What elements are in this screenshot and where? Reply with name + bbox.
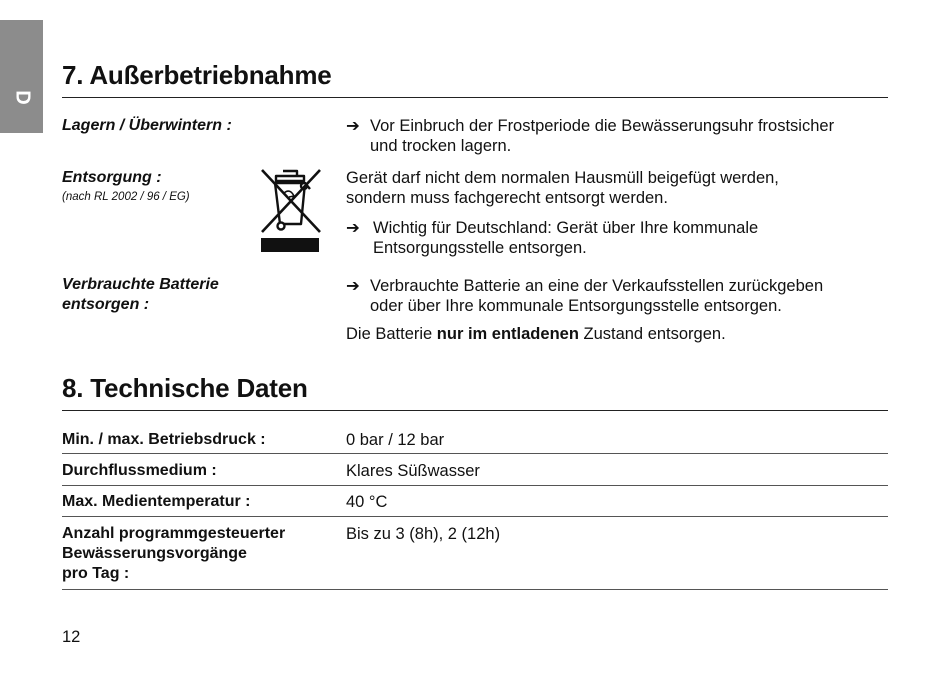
arrow-right-icon: ➔ [346,117,360,135]
battery-label-line1: Verbrauchte Batterie [62,276,219,293]
battery-note [346,324,726,344]
spec-label-watering-line2: Bewässerungsvorgänge [62,545,247,562]
spec-label-temperature: Max. Medientemperatur : [62,493,251,510]
disposal-directive-note: (nach RL 2002 / 96 / EG) [62,191,190,203]
table-divider [62,485,888,486]
table-divider [62,516,888,517]
spec-value-medium: Klares Süßwasser [346,462,480,480]
spec-value-temperature: 40 °C [346,493,388,511]
battery-text-line2: oder über Ihre kommunale Entsorgungsstelle entsorgen. [370,297,782,315]
section-7-title: 7. Außerbetriebnahme [62,60,332,90]
battery-note-emphasis: nur im entladenen [436,325,579,343]
section-7-rule [62,97,888,98]
disposal-text-line2: sondern muss fachgerecht entsorgt werden. [346,189,668,207]
language-tab-letter: D [11,90,34,105]
disposal-text [346,168,779,208]
spec-label-pressure: Min. / max. Betriebsdruck : [62,431,266,448]
storage-label: Lagern / Überwintern : [62,117,232,134]
battery-text-line1: Verbrauchte Batterie an eine der Verkaufsstellen zurückgeben [370,277,824,295]
germany-instruction [346,218,758,258]
germany-text-line2: Entsorgungsstelle entsorgen. [373,239,587,257]
page-number: 12 [62,628,81,646]
battery-note-suffix: Zustand entsorgen. [578,325,726,343]
spec-label-medium: Durchflussmedium : [62,462,217,479]
storage-instruction [346,116,834,156]
germany-text-line1: Wichtig für Deutschland: Gerät über Ihre kommunale [373,219,759,237]
disposal-text-line1: Gerät darf nicht dem normalen Hausmüll beigefügt werden, [346,169,779,187]
table-divider [62,453,888,454]
arrow-right-icon: ➔ [346,219,360,237]
spec-value-watering-cycles: Bis zu 3 (8h), 2 (12h) [346,525,501,543]
battery-label [62,275,219,315]
battery-instruction [346,276,823,316]
spec-label-watering-line3: pro Tag : [62,565,130,582]
table-bottom-rule [62,589,888,590]
spec-value-pressure: 0 bar / 12 bar [346,431,445,449]
disposal-label: Entsorgung : [62,169,162,186]
spec-label-watering-line1: Anzahl programmgesteuerter [62,525,286,542]
battery-label-line2: entsorgen : [62,296,150,313]
arrow-right-icon: ➔ [346,277,360,295]
section-8-rule [62,410,888,411]
spec-label-watering-cycles [62,524,285,584]
section-8-title: 8. Technische Daten [62,373,308,403]
crossed-out-wheelie-bin-icon [258,168,322,254]
language-tab [0,20,43,133]
storage-text-line1: Vor Einbruch der Frostperiode die Bewässerungsuhr frostsicher [370,117,835,135]
storage-text-line2: und trocken lagern. [370,137,512,155]
battery-note-prefix: Die Batterie [346,325,437,343]
